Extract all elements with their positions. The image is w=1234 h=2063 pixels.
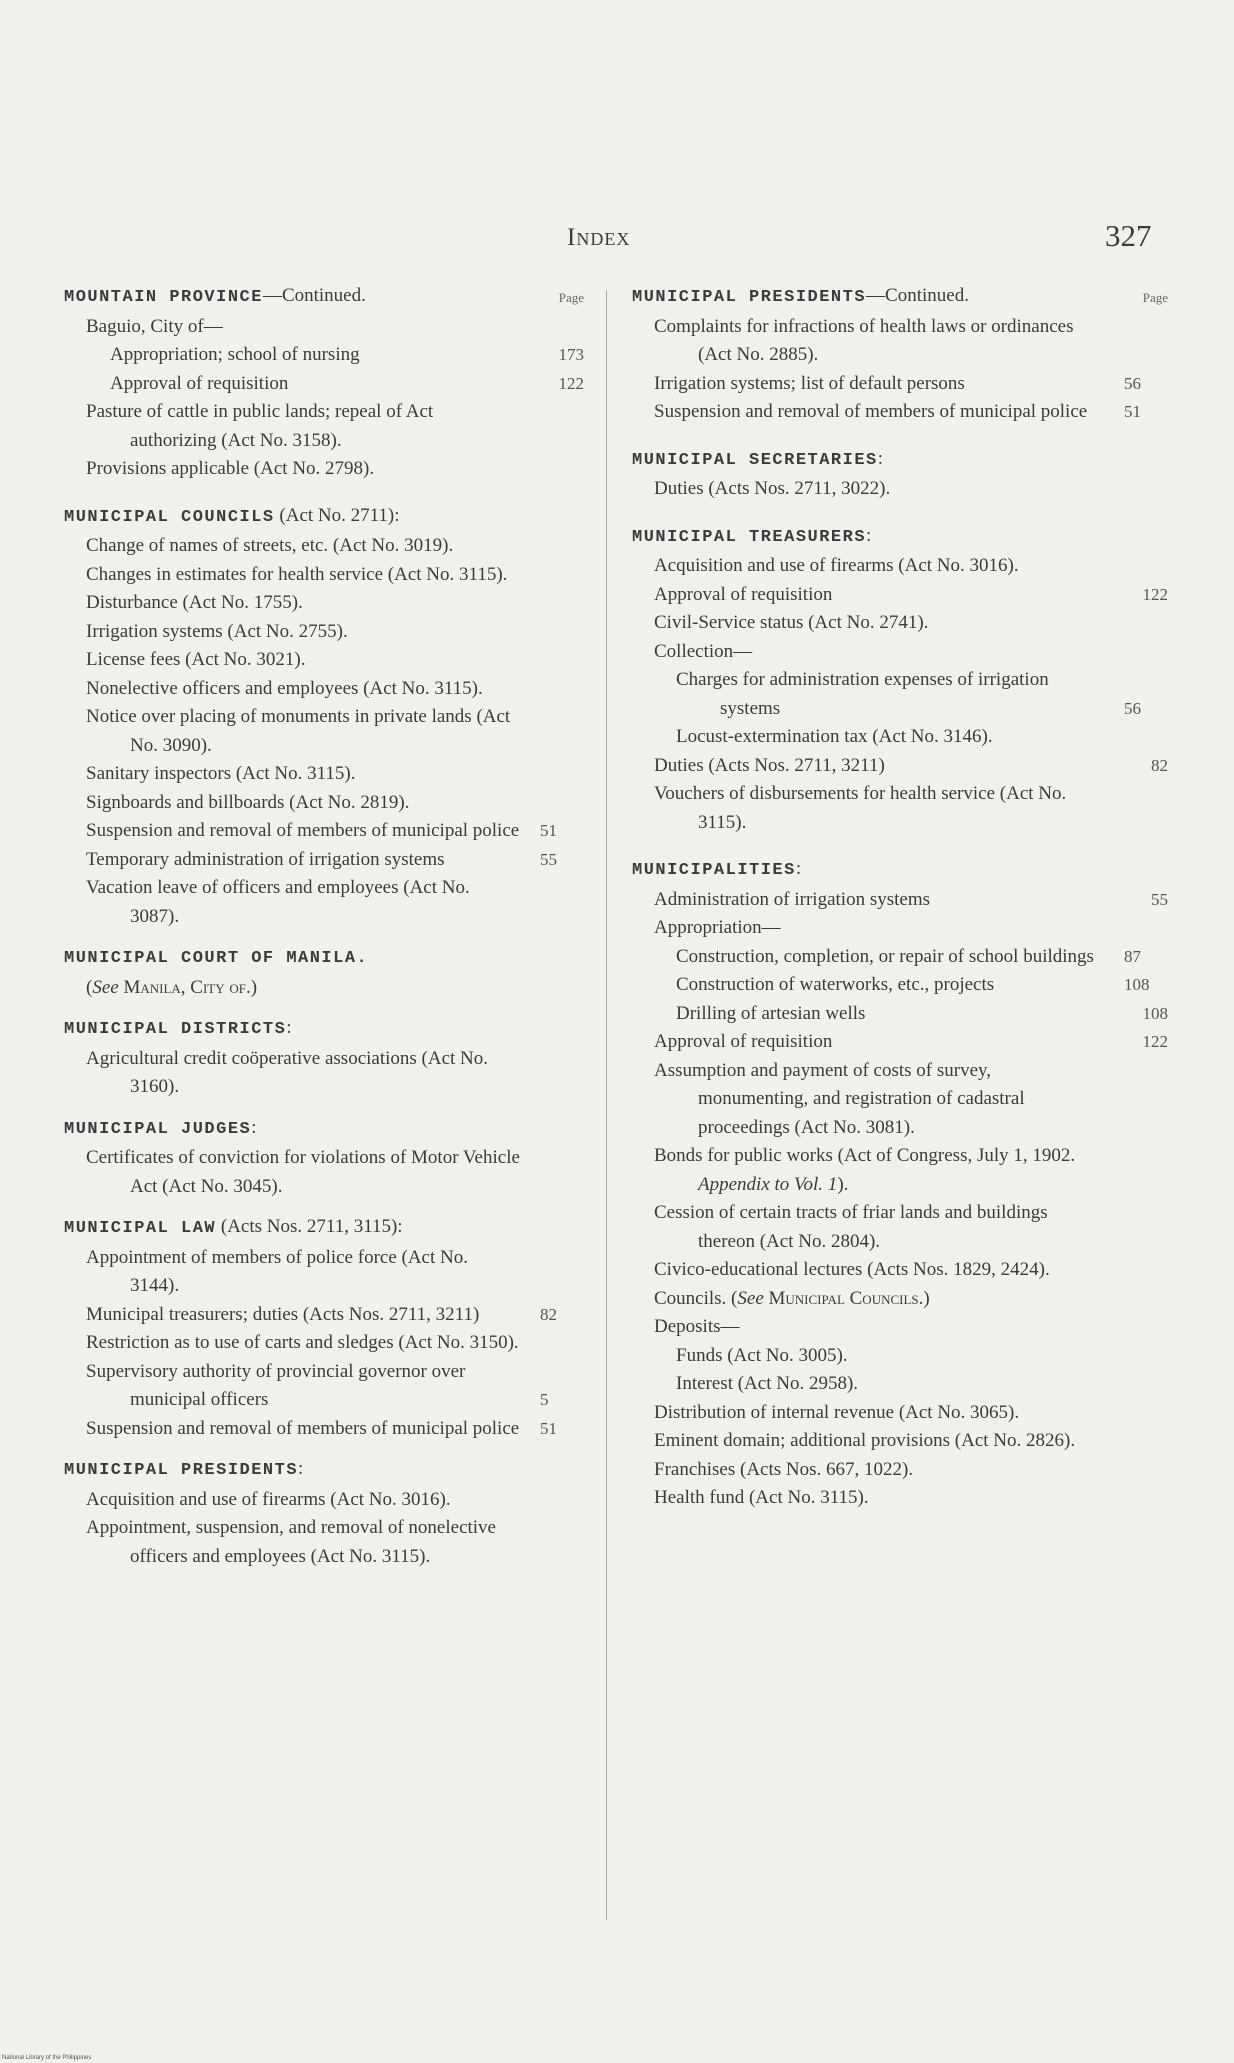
entry-heading-municipal-treasurers: MUNICIPAL TREASURERS: [632, 524, 872, 547]
subentry-franchises: Franchises (Acts Nos. 667, 1022). [654, 1458, 914, 1480]
index-subentry: Irrigation systems; list of default persons 56 [654, 372, 1141, 394]
subentry-administration-of-irrigation: Administration of irrigation systems 55 [632, 886, 1168, 915]
subentry-assumption-and-payment: Assumption and payment of costs of survey, monumenting, and registration of cadastral proceedings (Act No. 3081). [654, 1059, 1025, 1138]
subentry-cession-of-friar-lands: Cession of certain tracts of friar lands and buildings thereon (Act No. 2804). [654, 1202, 1048, 1252]
heading-row-municipalities [632, 855, 1168, 886]
subentry-civico-educational-lectures: Civico-educational lectures (Acts Nos. 1829, 2424). [654, 1259, 1050, 1280]
subentry-drilling-artesian-wells: Drilling of artesian wells 108 [632, 1000, 1168, 1029]
entry-heading-municipal-councils: MUNICIPAL COUNCILS (Act No. 2711): [64, 504, 400, 527]
column-divider [606, 290, 607, 1920]
subentry-councils-cross-reference: Councils. (See Municipal Councils.) [654, 1287, 930, 1309]
index-subentry: Complaints for infractions of health laws or ordinances (Act No. 2885). [654, 315, 1074, 365]
heading-row-municipal-law [64, 1213, 584, 1244]
index-subentry: Notice over placing of monuments in private lands (Act No. 3090). [86, 706, 511, 756]
heading-row-municipal-districts [64, 1014, 584, 1045]
index-subentry: Suspension and removal of members of municipal police 51 [654, 401, 1141, 422]
subentry-approval-of-requisition: Approval of requisition 122 [632, 581, 1168, 610]
heading-row-municipal-court [64, 943, 584, 974]
entry-heading-municipal-districts: MUNICIPAL DISTRICTS: [64, 1017, 292, 1039]
index-subentry: Sanitary inspectors (Act No. 3115). [86, 763, 356, 784]
subentry-bonds-for-public-works: Bonds for public works (Act of Congress, July 1, 1902. Appendix to Vol. 1). [654, 1145, 1076, 1195]
subentry-duties: Duties (Acts Nos. 2711, 3022). [654, 478, 891, 499]
heading-row-municipal-judges [64, 1114, 584, 1145]
subentry-certificates-of-conviction: Certificates of conviction for violations of Motor Vehicle Act (Act No. 3045). [86, 1147, 520, 1197]
entry-heading-municipal-court-of-manila: MUNICIPAL COURT OF MANILA. [64, 949, 369, 968]
page-column-label: Page [1142, 290, 1168, 305]
subentry-provisions: Provisions applicable (Act No. 2798). [86, 458, 375, 479]
entry-heading-municipal-presidents: MUNICIPAL PRESIDENTS: [64, 1458, 304, 1480]
subentry-deposits: Deposits— [654, 1316, 740, 1337]
heading-text: MOUNTAIN PROVINCE [64, 288, 263, 307]
subentry-pasture: Pasture of cattle in public lands; repeal of Act authorizing (Act No. 3158). [86, 401, 434, 451]
subentry-charges-for-administration: Charges for administration expenses of irrigation systems 56 [676, 669, 1141, 719]
heading-row-municipal-presidents-continued [632, 282, 1168, 313]
subentry-eminent-domain: Eminent domain; additional provisions (Act No. 2826). [654, 1430, 1076, 1451]
entry-heading-municipal-law: MUNICIPAL LAW (Acts Nos. 2711, 3115): [64, 1216, 403, 1238]
index-subentry: Suspension and removal of members of municipal police 51 [86, 820, 557, 841]
subentry-vouchers-of-disbursements: Vouchers of disbursements for health service (Act No. 3115). [654, 783, 1067, 833]
entry-heading-municipal-presidents-continued: MUNICIPAL PRESIDENTS—Continued. [632, 285, 969, 307]
subentry-civil-service-status: Civil-Service status (Act No. 2741). [654, 612, 929, 633]
index-subentry: Change of names of streets, etc. (Act No. 3019). [86, 535, 454, 556]
right-column [632, 282, 1168, 1513]
page-ref: 173 [558, 345, 584, 364]
running-head: Index [567, 224, 631, 251]
index-subentry: Acquisition and use of firearms (Act No. 3016). [86, 1488, 451, 1510]
municipal-councils-subentries [64, 532, 584, 931]
footer-credit: National Library of the Philippines [2, 2055, 92, 2061]
heading-row-municipal-secretaries [632, 445, 1168, 476]
index-subentry: Vacation leave of officers and employees (Act No. 3087). [86, 877, 470, 927]
entry-heading-mountain-province [64, 285, 366, 307]
entry-heading-municipal-secretaries: MUNICIPAL SECRETARIES: [632, 447, 884, 470]
municipal-presidents-continued-subentries [632, 313, 1168, 427]
index-subentry: Nonelective officers and employees (Act No. 3115). [86, 677, 483, 699]
subentry-duties: Duties (Acts Nos. 2711, 3211) 82 [632, 752, 1168, 781]
index-subentry: Disturbance (Act No. 1755). [86, 592, 303, 613]
index-subentry: Irrigation systems (Act No. 2755). [86, 620, 348, 642]
left-column [64, 282, 584, 1571]
subentry-appropriation: Appropriation— [654, 917, 781, 938]
index-subentry: Appointment of members of police force (Act No. 3144). [86, 1246, 468, 1296]
subentry-construction-waterworks: Construction of waterworks, etc., projects 108 [676, 974, 1150, 995]
subentry-approval-of-requisition: Approval of requisition 122 [632, 1028, 1168, 1057]
index-subentry: Supervisory authority of provincial governor over municipal officers 5 [86, 1360, 549, 1410]
index-subentry: Suspension and removal of members of municipal police 51 [86, 1417, 557, 1439]
subentry-acquisition-of-firearms: Acquisition and use of firearms (Act No. 3016). [654, 555, 1019, 576]
cross-reference-manila: (See Manila, City of.) [86, 976, 258, 998]
page-ref: 122 [1142, 1032, 1168, 1051]
subentry-distribution-of-internal-revenue: Distribution of internal revenue (Act No. 3065). [654, 1401, 1020, 1423]
entry-heading-municipalities: MUNICIPALITIES: [632, 858, 802, 880]
subentry-locust-extermination-tax: Locust-extermination tax (Act No. 3146). [676, 726, 993, 747]
index-subentry: Appointment, suspension, and removal of nonelective officers and employees (Act No. 3115). [86, 1517, 496, 1567]
page-ref: 108 [1142, 1003, 1168, 1023]
page-column-label: Page [558, 290, 584, 305]
municipal-presidents-subentries [64, 1486, 584, 1572]
index-subentry: Temporary administration of irrigation systems 55 [86, 848, 557, 870]
index-subentry: Signboards and billboards (Act No. 2819). [86, 791, 410, 813]
subentry-approval-of-requisition: Approval of requisition 122 [64, 370, 584, 399]
heading-row-municipal-councils [64, 502, 584, 533]
page-header [0, 218, 1234, 268]
subentry-agricultural-credit: Agricultural credit coöperative associations (Act No. 3160). [86, 1047, 489, 1097]
subentry-health-fund: Health fund (Act No. 3115). [654, 1487, 869, 1508]
page-ref: 55 [1151, 889, 1168, 909]
page-ref: 122 [558, 373, 584, 393]
entry-heading-municipal-judges: MUNICIPAL JUDGES: [64, 1116, 257, 1139]
heading-row-municipal-presidents [64, 1455, 584, 1486]
subentry-baguio: Baguio, City of— [86, 315, 223, 337]
heading-row-municipal-treasurers [632, 522, 1168, 553]
subentry-appropriation: Appropriation; school of nursing 173 [64, 341, 584, 370]
index-subentry: License fees (Act No. 3021). [86, 649, 306, 670]
index-subentry: Restriction as to use of carts and sledges (Act No. 3150). [86, 1332, 519, 1353]
page-number: 327 [1105, 218, 1152, 253]
subentry-collection: Collection— [654, 640, 753, 662]
continued-label: —Continued. [262, 285, 366, 306]
index-subentry: Changes in estimates for health service (Act No. 3115). [86, 563, 508, 585]
subentry-funds: Funds (Act No. 3005). [676, 1344, 848, 1366]
index-subentry: Municipal treasurers; duties (Acts Nos. 2711, 3211) 82 [86, 1303, 557, 1325]
subentry-construction-school-buildings: Construction, completion, or repair of school buildings 87 [676, 945, 1141, 967]
municipal-law-subentries [64, 1244, 584, 1444]
subentry-interest: Interest (Act No. 2958). [676, 1373, 859, 1394]
heading-row-mountain-province [64, 282, 584, 313]
page-ref: 82 [1151, 755, 1168, 775]
page-ref: 122 [1142, 584, 1168, 604]
